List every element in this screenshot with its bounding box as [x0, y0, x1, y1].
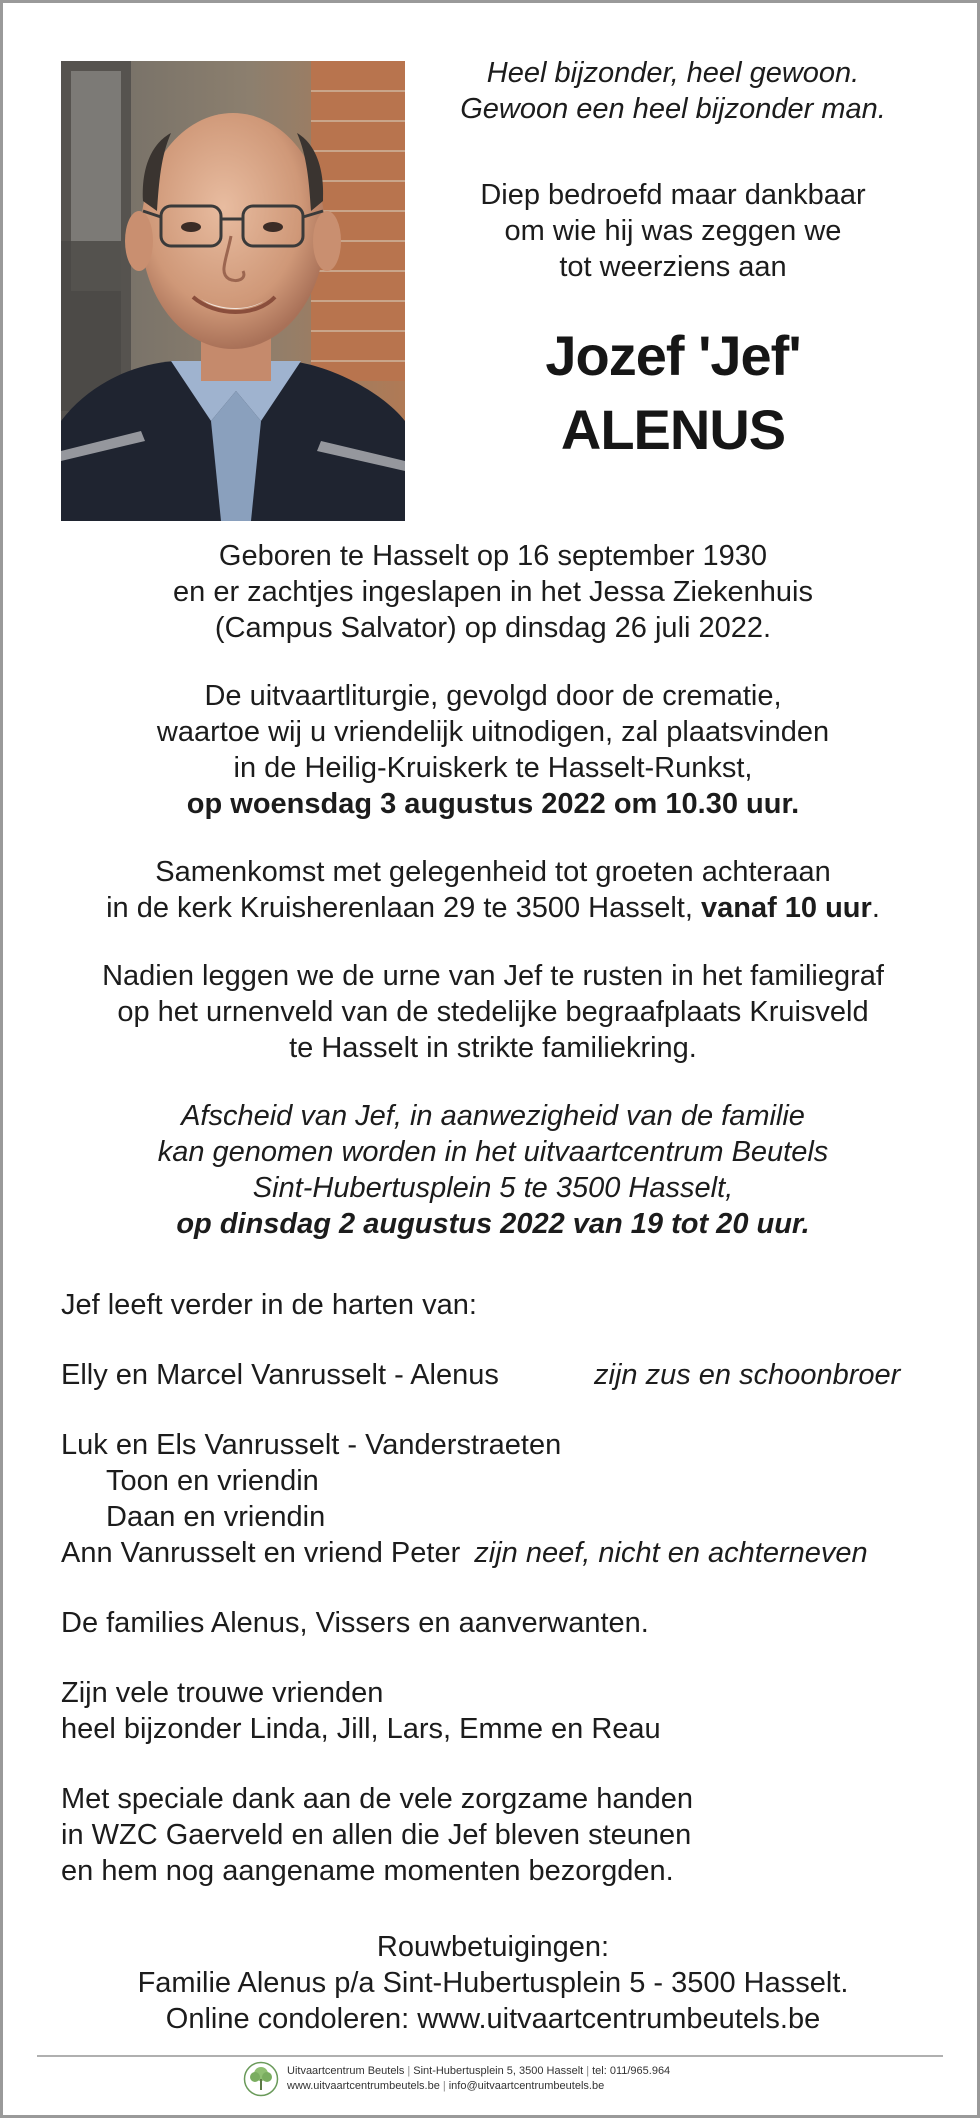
thanks-line: in WZC Gaerveld en allen die Jef bleven steunen [61, 1819, 692, 1851]
footer-divider [37, 2055, 943, 2057]
birth-line: (Campus Salvator) op dinsdag 26 juli 2022. [214, 612, 772, 644]
family-intro: Jef leeft verder in de harten van: [61, 1289, 477, 1321]
portrait-photo [61, 61, 405, 521]
gathering-paragraph [43, 854, 943, 926]
gathering-line: in de kerk Kruisherenlaan 29 te 3500 Hasselt, [106, 892, 693, 924]
sister-relation: zijn zus en schoonbroer [594, 1359, 901, 1391]
footer-website[interactable]: www.uitvaartcentrumbeutels.be [287, 2080, 440, 2092]
sister-names: Elly en Marcel Vanrusselt - Alenus [61, 1359, 499, 1391]
family-row-niece [61, 1535, 941, 1571]
deceased-name [433, 319, 913, 467]
intro-line: Diep bedroefd maar dankbaar [480, 179, 866, 211]
friends-line: Zijn vele trouwe vrienden [61, 1677, 384, 1709]
funeral-line: waartoe wij u vriendelijk uitnodigen, zal plaatsvinden [156, 716, 830, 748]
condolences-block [43, 1929, 943, 2037]
footer-text: Uitvaartcentrum Beutels | Sint-Hubertusplein 5, 3500 Hasselt | tel: 011/965.964 www.uitvaartcentrumbeutels.be | info@uitvaartcentrumbeutels.be [287, 2065, 671, 2092]
intro-line: tot weerziens aan [559, 251, 787, 283]
condolences-address: Familie Alenus p/a Sint-Hubertusplein 5 - 3500 Hasselt. [137, 1967, 849, 1999]
farewell-line: kan genomen worden in het uitvaartcentrum Beutels [157, 1136, 829, 1168]
families-line: De families Alenus, Vissers en aanverwanten. [61, 1607, 649, 1639]
deceased-first-name: Jozef 'Jef' [545, 324, 801, 387]
birth-line: en er zachtjes ingeslapen in het Jessa Ziekenhuis [173, 576, 813, 608]
farewell-line: Sint-Hubertusplein 5 te 3500 Hasselt, [252, 1172, 734, 1204]
funeral-line: De uitvaartliturgie, gevolgd door de crematie, [204, 680, 782, 712]
footer-address: Sint-Hubertusplein 5, 3500 Hasselt [413, 2065, 584, 2077]
birth-paragraph [43, 538, 943, 646]
farewell-line: Afscheid van Jef, in aanwezigheid van de familie [181, 1100, 805, 1132]
thanks-line: Met speciale dank aan de vele zorgzame handen [61, 1783, 693, 1815]
thanks-line: en hem nog aangename momenten bezorgden. [61, 1855, 674, 1887]
quote-line: Gewoon een heel bijzonder man. [460, 93, 886, 125]
footer-phone[interactable]: tel: 011/965.964 [592, 2065, 671, 2077]
niece-relation: zijn neef, nicht en achterneven [474, 1537, 868, 1569]
intro-line: om wie hij was zeggen we [504, 215, 842, 247]
grandchild-name: Daan en vriendin [106, 1501, 326, 1533]
niece-names: Ann Vanrusselt en vriend Peter [61, 1537, 461, 1569]
portrait-illustration [61, 61, 405, 521]
farewell-date: op dinsdag 2 augustus 2022 van 19 tot 20 uur. [176, 1208, 810, 1240]
friends-line: heel bijzonder Linda, Jill, Lars, Emme en Reau [61, 1713, 661, 1745]
deceased-last-name: ALENUS [560, 398, 786, 461]
urn-line: op het urnenveld van de stedelijke begraafplaats Kruisveld [117, 996, 869, 1028]
nephew-names: Luk en Els Vanrusselt - Vanderstraeten [61, 1429, 562, 1461]
tree-logo-icon [243, 2061, 279, 2097]
grandchild-name: Toon en vriendin [106, 1465, 319, 1497]
funeral-date: op woensdag 3 augustus 2022 om 10.30 uur. [186, 788, 800, 820]
gathering-time: vanaf 10 uur [700, 892, 872, 924]
announcement-body [43, 538, 943, 1274]
gathering-line: Samenkomst met gelegenheid tot groeten achteraan [155, 856, 831, 888]
family-list [61, 1287, 941, 1889]
farewell-paragraph [43, 1098, 943, 1242]
urn-line: te Hasselt in strikte familiekring. [289, 1032, 697, 1064]
funeral-paragraph [43, 678, 943, 822]
footer [3, 2061, 977, 2101]
footer-company: Uitvaartcentrum Beutels [287, 2065, 405, 2077]
family-row-sister [61, 1357, 941, 1393]
birth-line: Geboren te Hasselt op 16 september 1930 [218, 540, 768, 572]
urn-paragraph [43, 958, 943, 1066]
gathering-period: . [871, 892, 880, 924]
quote-line: Heel bijzonder, heel gewoon. [486, 57, 860, 89]
funeral-line: in de Heilig-Kruiskerk te Hasselt-Runkst, [233, 752, 753, 784]
condolences-title: Rouwbetuigingen: [376, 1931, 610, 1963]
footer-email[interactable]: info@uitvaartcentrumbeutels.be [448, 2080, 605, 2092]
header-text [433, 55, 913, 467]
condolences-online[interactable]: Online condoleren: www.uitvaartcentrumbeutels.be [165, 2003, 821, 2035]
urn-line: Nadien leggen we de urne van Jef te rusten in het familiegraf [102, 960, 884, 992]
